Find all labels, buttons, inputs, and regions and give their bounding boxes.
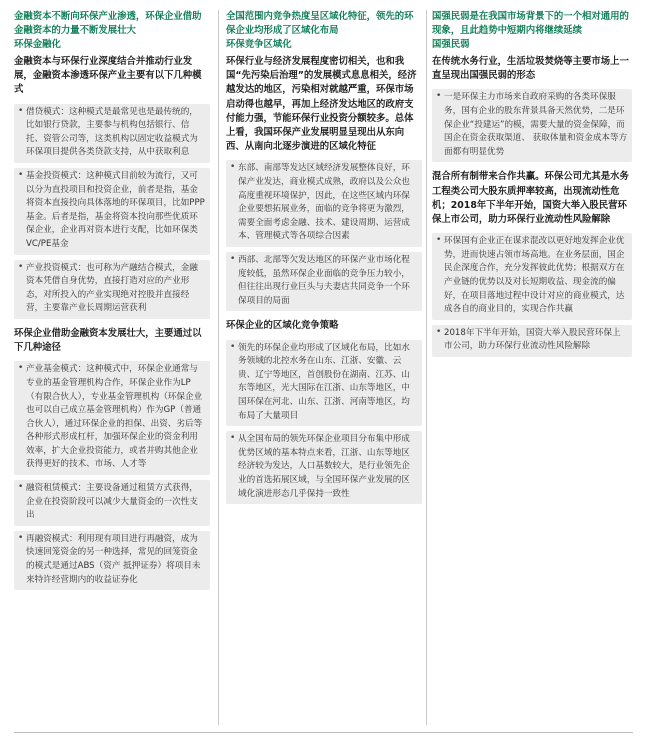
intro-paragraph: 在传统水务行业，生活垃圾焚烧等主要市场上一直呈现出国强民弱的形态 <box>432 56 629 82</box>
list-item: • 产业投资模式：也可称为产融结合模式，金融资本凭借自身优势，直接打造对应的产业形态，对所投入的产业实现绝对控股并直接经营，主要靠产业长周期运营获利 <box>14 260 210 319</box>
intro-paragraph: 金融资本与环保行业深度结合并推动行业发展，金融资本渗透环保产业主要有以下几种模式 <box>14 56 202 96</box>
heading-text: 国强民弱是在我国市场背景下的一个相对通用的现象，且此趋势中短期内将继续延续 <box>432 11 629 36</box>
section-heading: 混合所有制带来合作共赢。环保公司尤其是水务工程类公司大股东质押率较高，出现流动性危机；2018年下半年开始，国资大举入股民营环保上市公司，助力环保行业流动性风险解除 <box>432 171 629 225</box>
heading-text: 全国范围内竞争热度呈区域化特征，领先的环保企业均形成了区域化布局 <box>226 11 414 36</box>
heading-text: 金融资本不断向环保产业渗透，环保企业借助金融资本的力量不断发展壮大 <box>14 11 202 36</box>
list-item: • 2018年下半年开始，国资大举入股民营环保上市公司，助力环保行业流动性风险解除 <box>432 325 632 357</box>
section-heading: 环保企业借助金融资本发展壮大，主要通过以下几种途径 <box>14 327 202 354</box>
list-item: • 一是环保主力市场来自政府采购的各类环保服务，国有企业的股东背景具备天然优势，二是环保企业“投建运”的模，需要大量的资金保障，而国企在资金获取渠道、 获取体量和资金成本等方面都有明显优势 <box>432 89 632 162</box>
column-heading <box>226 10 422 52</box>
bullet-list <box>226 160 422 311</box>
list-item: • 融资租赁模式：主要设备通过租赁方式获得，企业在投资阶段可以减少大量资金的一次性支出 <box>14 480 210 526</box>
bottom-divider <box>14 732 633 733</box>
list-item: • 基金投资模式：这种模式目前较为流行，又可以分为直投项目和投资企业，前者是指，基金将资本直接投向具体落地的环保项目，比如PPP基金。后者是指，基金将资本投向那些优质环保企业，企业再对资本进行支配，比如环保类VC/PE基金 <box>14 168 210 255</box>
heading-subtitle: 环保金融化 <box>14 39 61 50</box>
intro-paragraph: 环保行业与经济发展程度密切相关，也和我国“先污染后治理”的发展模式息息相关，经济越发达的地区，污染相对就越严重，环保市场启动得也越早，再加上经济发达地区的政府支付能力强，节能环保行业投资分额较多。总体上看，我国环保产业发展明显呈现出从东向西、从南向北逐步演进的区域化特征 <box>226 56 417 153</box>
bullet-list <box>432 89 632 162</box>
bullet-list <box>432 233 632 357</box>
list-item: • 从全国布局的领先环保企业项目分布集中形成优势区域的基本特点来看，江浙、山东等地区经济较为发达，人口基数较大，是行业领先企业的首选拓展区域，与全国环保产业发展的区域化演进形态几乎保持一致性 <box>226 431 422 504</box>
column-heading <box>432 10 632 52</box>
column-divider <box>218 10 219 725</box>
list-item: • 西部、北部等欠发达地区的环保产业市场化程度较低，虽然环保企业面临的竞争压力较小，但往往出现行业巨头与夫妻店共同竞争一个环保项目的局面 <box>226 252 422 311</box>
column-divider <box>426 10 427 725</box>
column-region <box>226 10 422 509</box>
section-heading: 环保企业的区域化竞争策略 <box>226 320 339 332</box>
bullet-list <box>226 340 422 505</box>
list-item: • 环保国有企业正在谋求混改以更好地发挥企业优势，进而快速占领市场高地。在业务层面，国企民企深度合作，充分发挥彼此优势；根据双方在产业链的优势以及对长短期收益、现金流的偏好，在项目落地过程中设计对应的商业模式，达成各自的商业目的，实现合作共赢 <box>432 233 632 320</box>
column-heading <box>14 10 210 52</box>
heading-subtitle: 环保竞争区域化 <box>226 39 292 50</box>
bullet-list <box>14 104 210 319</box>
list-item: • 领先的环保企业均形成了区域化布局，比如水务领域的北控水务在山东、江浙、安徽、云贵、辽宁等地区，首创股份在湖南、江苏、山东等地区，光大国际在江浙、山东等地区，中国环保在河北、山东、江浙、河南等地区，均布局了大量项目 <box>226 340 422 427</box>
list-item: • 东部、南部等发达区域经济发展整体良好，环保产业发达，商业模式成熟，政府以及公众也高度重视环境保护，因此，在这些区域内环保企业要想拓展业务，面临的竞争将更为激烈，需要全面考虑金融、技术、建设周期、运营成本、管理模式等各项综合因素 <box>226 160 422 247</box>
list-item: • 借贷模式：这种模式是最常见也是最传统的，比如银行贷款，主要参与机构包括银行、信托、资管公司等，这类机构以固定收益模式为环保项目提供各类贷款支持，从中获取利息 <box>14 104 210 163</box>
list-item: • 产业基金模式：这种模式中，环保企业通常与专业的基金管理机构合作，环保企业作为LP（有限合伙人），专业基金管理机构（环保企业也可以自己成立基金管理机构）作为GP（普通合伙人），通过环保企业的担保、出资、劣后等各种形式形成杠杆，加强环保企业的资金利用效率，扩大企业投资能力，或者并购其他企业获得更好的技术、市场、人才等 <box>14 361 210 475</box>
column-state-private <box>432 10 632 362</box>
column-finance <box>14 10 210 595</box>
list-item: • 再融资模式：利用现有项目进行再融资，成为快速回笼资金的另一种选择，常见的回笼资金的模式是通过ABS（资产 抵押证券）将项目未来特许经营期内的收益证券化 <box>14 531 210 590</box>
bullet-list <box>14 361 210 590</box>
heading-subtitle: 国强民弱 <box>432 39 470 50</box>
